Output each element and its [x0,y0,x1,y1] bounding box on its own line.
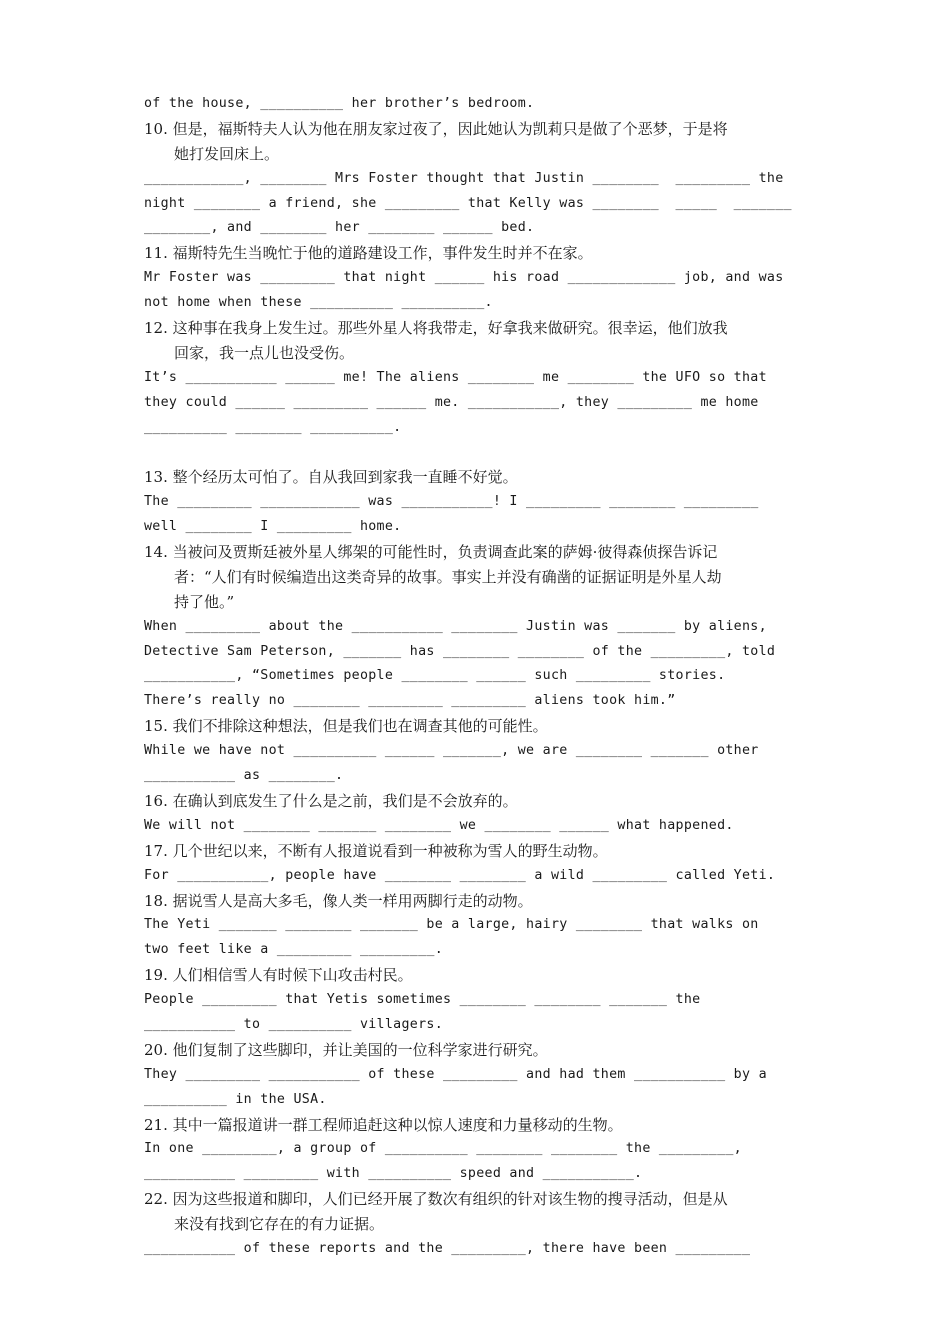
question-21-answer-line: ___________ _________ with __________ speed and ___________. [144,1166,643,1182]
question-13-prompt: 13. 整个经历太可怕了。自从我回到家我一直睡不好觉。 [144,468,518,487]
question-14-prompt-cont: 持了他。” [174,592,235,611]
question-12-answer-line: they could ______ _________ ______ me. ___________, they _________ me home [144,394,759,410]
question-14-answer-line: Detective Sam Peterson, _______ has ________ ________ of the _________, told [144,643,776,659]
question-16-prompt: 16. 在确认到底发生了什么是之前，我们是不会放弃的。 [144,791,518,810]
question-10-answer-line: ____________, ________ Mrs Foster thought that Justin ________ _________ the [144,170,784,186]
question-13-answer-line: The _________ ____________ was ___________! I _________ ________ _________ [144,494,759,510]
question-22-prompt: 22. 因为这些报道和脚印，人们已经开展了数次有组织的针对该生物的搜寻活动，但是从 [144,1190,728,1209]
question-14-prompt: 14. 当被问及贾斯廷被外星人绑架的可能性时，负责调查此案的萨姆·彼得森侦探告诉记 [144,543,718,562]
question-10-answer-line: ________, and ________ her ________ ______ bed. [144,220,535,236]
question-21-prompt: 21. 其中一篇报道讲一群工程师追赶这种以惊人速度和力量移动的生物。 [144,1115,623,1134]
question-20-answer-line: They _________ ___________ of these _________ and had them ___________ by a [144,1066,767,1082]
question-19-prompt: 19. 人们相信雪人有时候下山攻击村民。 [144,966,413,985]
blank-line [144,440,804,465]
question-12-prompt: 12. 这种事在我身上发生过。那些外星人将我带走，好拿我来做研究。很幸运，他们放我 [144,319,728,338]
question-12-answer-line: It’s ___________ ______ me! The aliens ________ me ________ the UFO so that [144,369,767,385]
worksheet-page [144,92,804,1262]
question-15-answer-line: ___________ as ________. [144,768,344,784]
question-11-answer-line: Mr Foster was _________ that night ______ his road _____________ job, and was [144,270,784,286]
question-20-answer-line: __________ in the USA. [144,1091,327,1107]
question-12-answer-line: __________ ________ __________. [144,419,402,435]
question-13-answer-line: well ________ I _________ home. [144,519,402,535]
question-18-answer-line: two feet like a _________ _________. [144,942,443,958]
question-10-prompt-cont: 她打发回床上。 [174,144,280,163]
question-14-prompt-cont: 者：“人们有时候编造出这类奇异的故事。事实上并没有确凿的证据证明是外星人劫 [174,567,722,586]
question-16-answer-line: We will not ________ _______ ________ we ________ ______ what happened. [144,817,734,833]
question-11-prompt: 11. 福斯特先生当晚忙于他的道路建设工作，事件发生时并不在家。 [144,244,593,263]
question-14-answer-line: There’s really no ________ _________ _________ aliens took him.” [144,693,676,709]
question-12-prompt-cont: 回家，我一点儿也没受伤。 [174,343,355,362]
question-18-prompt: 18. 据说雪人是高大多毛，像人类一样用两脚行走的动物。 [144,891,533,910]
question-14-answer-line: ___________, “Sometimes people ________ ______ such _________ stories. [144,668,726,684]
question-19-answer-line: People _________ that Yetis sometimes ________ ________ _______ the [144,992,701,1008]
question-19-answer-line: ___________ to __________ villagers. [144,1016,443,1032]
question-21-answer-line: In one _________, a group of __________ ________ ________ the _________, [144,1141,742,1157]
question-22-prompt-cont: 来没有找到它存在的有力证据。 [174,1215,385,1234]
question-10-prompt: 10. 但是，福斯特夫人认为他在朋友家过夜了，因此她认为凯莉只是做了个恶梦，于是将 [144,119,728,138]
question-11-answer-line: not home when these __________ __________. [144,295,493,311]
question-14-answer-line: When _________ about the ___________ ________ Justin was _______ by aliens, [144,618,767,634]
question-17-answer-line: For ___________, people have ________ ________ a wild _________ called Yeti. [144,867,776,883]
question-22-answer-line: ___________ of these reports and the _________, there have been _________ [144,1240,751,1256]
question-15-answer-line: While we have not __________ ______ _______, we are ________ _______ other [144,743,759,759]
question-20-prompt: 20. 他们复制了这些脚印，并让美国的一位科学家进行研究。 [144,1040,548,1059]
question-15-prompt: 15. 我们不排除这种想法，但是我们也在调查其他的可能性。 [144,717,548,736]
question-18-answer-line: The Yeti _______ ________ _______ be a large, hairy ________ that walks on [144,917,759,933]
text-line: of the house, __________ her brother’s bedroom. [144,96,535,111]
question-10-answer-line: night ________ a friend, she _________ that Kelly was ________ _____ _______ [144,195,792,211]
question-17-prompt: 17. 几个世纪以来，不断有人报道说看到一种被称为雪人的野生动物。 [144,841,608,860]
